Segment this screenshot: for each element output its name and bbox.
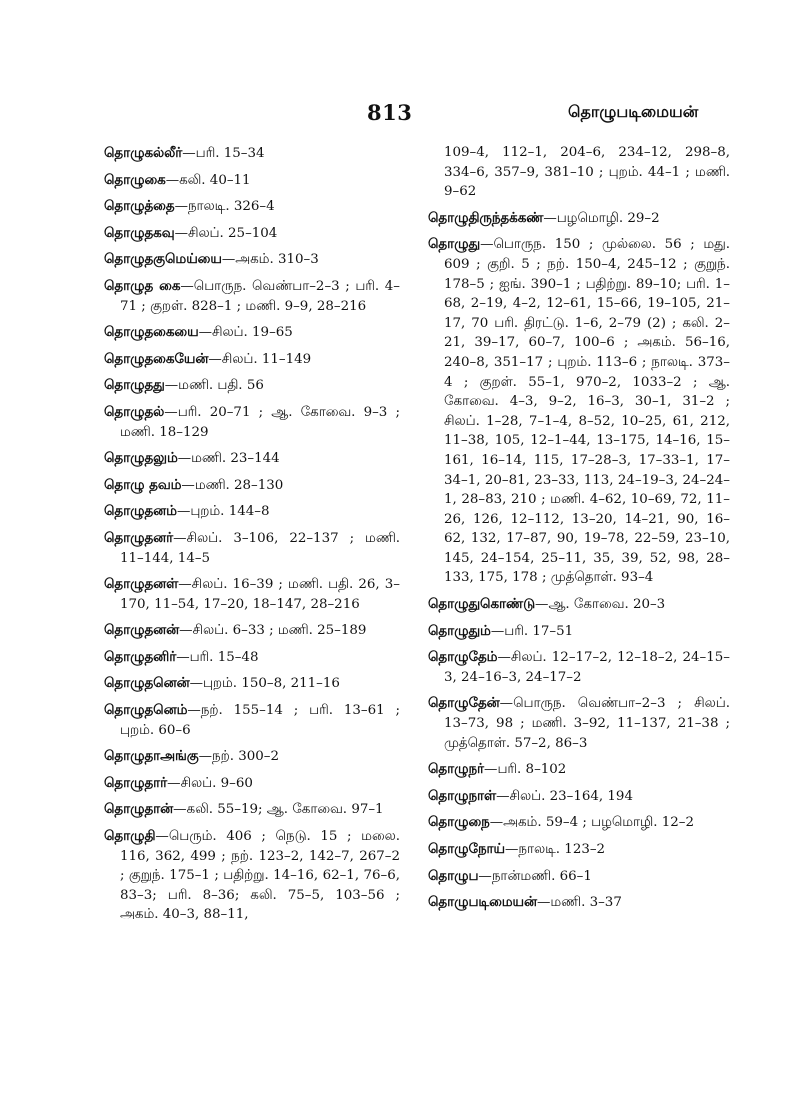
entry-references: —ஆ. கோவை. 20–3 — [535, 597, 666, 613]
index-entry — [104, 350, 400, 370]
entry-headword: தொழு தவம் — [104, 477, 182, 493]
entry-references: —சிலப். 23–164, 194 — [496, 788, 633, 804]
right-column — [428, 143, 730, 920]
entry-references: —பொருந. 150 ; முல்லை. 56 ; மது. 609 ; குறி. 5 ; நற். 150–4, 245–12 ; குறுந். 178–5 ; ஐங். 390–1 ; பதிற்று. 89–10; பரி. 1–68, 2–19, 4–2, 12–61, 15–66, 19–105, 21–17, 70 பரி. திரட்டு. 1–6, 2–79 (2) ; கலி. 2–21, 39–17, 60–7, 100–6 ; அகம். 56–16, 240–8, 351–17 ; புறம். 113–6 ; நாலடி. 373–4 ; குறள். 55–1, 970–2, 1033–2 ; ஆ. கோவை. 4–3, 9–2, 16–3, 30–1, 31–2 ; சிலப். 1–28, 7–1–4, 8–52, 10–25, 61, 212, 11–38, 105, 12–1–44, 13–175, 14–16, 15–161, 16–14, 115, 17–28–3, 17–33–1, 17–34–1, 20–81, 23–33, 113, 24–19–3, 24–24–1, 28–83, 210 ; மணி. 4–62, 10–69, 72, 11–26, 126, 12–112, 13–20, 14–21, 90, 16–62, 132, 17–87, 90, 19–78, 22–59, 23–10, 145, 24–154, 25–11, 35, 39, 52, 98, 28–133, 175, 178 ; முத்தொள். 93–4 — [444, 237, 730, 586]
entry-references: —பழமொழி. 29–2 — [543, 210, 660, 226]
entry-headword: தொழுதனெம் — [104, 703, 188, 719]
index-entry — [428, 595, 730, 615]
index-entry — [428, 893, 730, 913]
index-entry — [104, 701, 400, 740]
entry-headword: தொழுதகவு — [104, 225, 175, 241]
entry-headword: தொழுதனன் — [104, 623, 180, 639]
entry-headword: தொழுதகுமெய்யை — [104, 252, 222, 268]
index-entry — [104, 827, 400, 925]
entry-headword: தொழுதான் — [104, 802, 174, 818]
entry-references: —சிலப். 12–17–2, 12–18–2, 24–15–3, 24–16–3, 24–17–2 — [444, 650, 730, 685]
entry-references: —புறம். 150–8, 211–16 — [189, 676, 340, 692]
index-entry — [104, 449, 400, 469]
index-entry — [428, 694, 730, 753]
entry-headword: தொழுதேம் — [428, 650, 498, 666]
entry-headword: தொழுதனர் — [104, 530, 174, 546]
page-number: 813 — [367, 100, 413, 125]
entry-headword: தொழுது — [428, 237, 481, 253]
index-entry — [428, 840, 730, 860]
entry-headword: தொழுநோய் — [428, 842, 506, 857]
index-entry — [104, 403, 400, 442]
index-entry — [104, 747, 400, 767]
entry-references: —பொருந. வெண்பா–2–3 ; பரி. 4–71 ; குறள். 828–1 ; மணி. 9–9, 28–216 — [120, 278, 400, 314]
entry-references: —சிலப். 16–39 ; மணி. பதி. 26, 3–170, 11–54, 17–20, 18–147, 28–216 — [120, 577, 400, 612]
index-entry — [104, 800, 400, 820]
entry-headword: தொழுதுகொண்டு — [428, 597, 536, 613]
entry-headword: தொழுத்தை — [104, 199, 175, 215]
index-entry — [104, 277, 400, 316]
entry-headword: தொழுதது — [104, 378, 165, 394]
index-entry — [428, 648, 730, 687]
entry-headword: தொழுதல் — [104, 404, 165, 420]
left-column — [104, 144, 400, 932]
entry-references: —சிலப். 19–65 — [198, 325, 293, 341]
entry-references: —நாலடி. 123–2 — [505, 842, 606, 857]
entry-references: —மணி. 3–37 — [536, 895, 622, 911]
entry-headword: தொழுதனள் — [104, 577, 179, 593]
entry-headword: தொழுதார் — [104, 775, 168, 791]
index-entry — [104, 575, 400, 614]
index-entry — [104, 476, 400, 496]
index-entry — [104, 197, 400, 217]
entry-references: —அகம். 310–3 — [221, 252, 319, 268]
index-entry — [104, 376, 400, 396]
index-entry — [428, 813, 730, 833]
entry-headword: தொழுதனிர் — [104, 649, 177, 665]
entry-references: —நாலடி. 326–4 — [174, 199, 275, 215]
entry-headword: தொழுநாள் — [428, 788, 497, 804]
entry-references: —சிலப். 6–33 ; மணி. 25–189 — [179, 623, 367, 639]
entry-headword: தொழுதும் — [428, 623, 491, 639]
entry-references: —மணி. 23–144 — [177, 451, 280, 467]
index-entry — [428, 143, 730, 202]
entry-headword: தொழுதனென் — [104, 676, 190, 692]
entry-references: —பெரும். 406 ; நெடு. 15 ; மலை. 116, 362, 499 ; நற். 123–2, 142–7, 267–2 ; குறுந். 175–1 ; பதிற்று. 14–16, 62–1, 76–6, 83–3; பரி. 8–36; கலி. 75–5, 103–56 ; அகம். 40–3, 88–11, — [120, 829, 400, 923]
entry-headword: தொழுதிருந்தக்கண் — [428, 210, 544, 226]
entry-references: —மணி. 28–130 — [181, 477, 284, 493]
index-entry — [428, 209, 730, 229]
entry-references: —சிலப். 3–106, 22–137 ; மணி. 11–144, 14–5 — [120, 530, 400, 566]
entry-headword: தொழுதனம் — [104, 504, 177, 520]
index-entry — [104, 648, 400, 668]
index-entry — [104, 224, 400, 244]
entry-references: —பரி. 15–48 — [176, 649, 259, 665]
entry-references: —கலி. 55–19; ஆ. கோவை. 97–1 — [173, 802, 384, 818]
entry-references: —சிலப். 25–104 — [174, 225, 278, 241]
index-entry — [104, 144, 400, 164]
entry-references: —பொருந. வெண்பா–2–3 ; சிலப். 13–73, 98 ; மணி. 3–92, 11–137, 21–38 ; முத்தொள். 57–2, 86–3 — [444, 696, 730, 751]
index-entry — [104, 774, 400, 794]
entry-references: —நற். 155–14 ; பரி. 13–61 ; புறம். 60–6 — [120, 703, 400, 738]
index-entry — [104, 674, 400, 694]
entry-headword: தொழுதலும் — [104, 451, 178, 467]
entry-references: —சிலப். 11–149 — [208, 351, 312, 367]
entry-headword: தொழுப — [428, 868, 479, 884]
entry-references: —சிலப். 9–60 — [167, 775, 253, 791]
index-entry — [428, 787, 730, 807]
entry-references: —பரி. 20–71 ; ஆ. கோவை. 9–3 ; மணி. 18–129 — [120, 404, 400, 440]
entry-headword: தொழுதகையை — [104, 325, 199, 341]
index-entry — [104, 502, 400, 522]
entry-headword: தொழுநை — [428, 815, 490, 831]
entry-headword: தொழுகல்லீர் — [104, 146, 183, 161]
index-entry — [428, 760, 730, 780]
index-entry — [428, 867, 730, 887]
entry-references: —கலி. 40–11 — [165, 172, 251, 188]
entry-references: —புறம். 144–8 — [176, 504, 270, 520]
index-entry — [104, 529, 400, 568]
entry-references: —பரி. 8–102 — [484, 762, 567, 778]
index-entry — [104, 171, 400, 191]
entry-references: —மணி. பதி. 56 — [164, 378, 264, 394]
index-entry — [428, 622, 730, 642]
entry-references: 109–4, 112–1, 204–6, 234–12, 298–8, 334–6, 357–9, 381–10 ; புறம். 44–1 ; மணி. 9–62 — [444, 145, 730, 200]
entry-references: —நான்மணி. 66–1 — [478, 868, 592, 884]
entry-references: —நற். 300–2 — [198, 749, 279, 765]
entry-headword: தொழுதகையேன் — [104, 351, 209, 367]
running-head: தொழுபடிமையன் — [568, 102, 699, 121]
entry-references: —அகம். 59–4 ; பழமொழி. 12–2 — [489, 815, 695, 831]
index-entry — [428, 235, 730, 588]
entry-headword: தொழுபடிமையன் — [428, 895, 537, 911]
index-entry — [104, 323, 400, 343]
index-entry — [104, 621, 400, 641]
entry-headword: தொழுநர் — [428, 762, 485, 778]
entry-references: —பரி. 15–34 — [182, 146, 265, 161]
entry-headword: தொழுதேன் — [428, 696, 500, 712]
entry-references: —பரி. 17–51 — [490, 623, 574, 639]
entry-headword: தொழுகை — [104, 172, 166, 188]
entry-headword: தொழுதாஅங்கு — [104, 749, 199, 765]
entry-headword: தொழுத கை — [104, 278, 181, 294]
entry-headword: தொழுதி — [104, 829, 156, 845]
index-entry — [104, 250, 400, 270]
